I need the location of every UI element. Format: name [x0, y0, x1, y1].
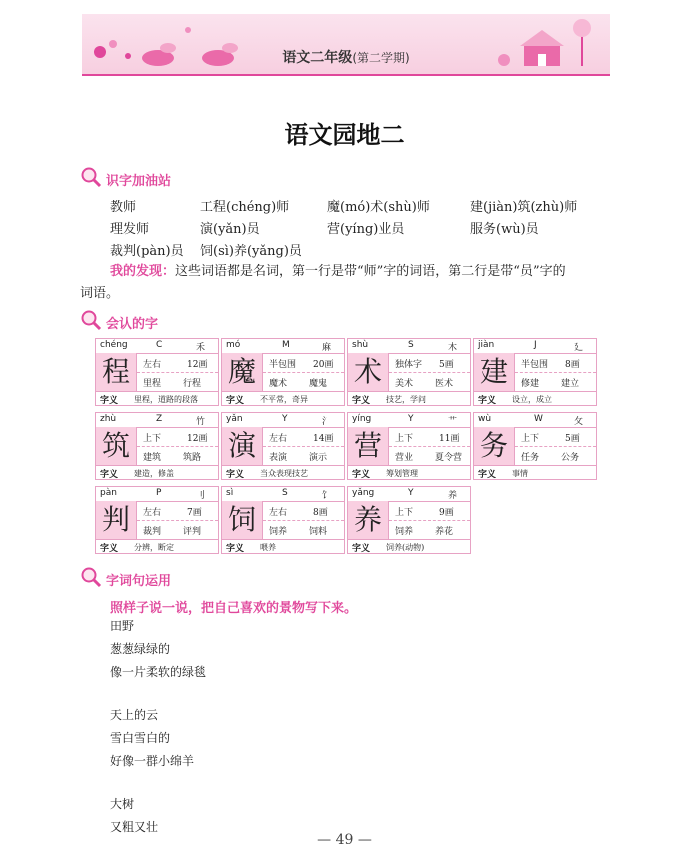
stroke-count: 8画 — [313, 508, 328, 518]
word: 建(jiàn)筑(zhù)师 — [470, 200, 578, 215]
radical: 麻 — [322, 343, 332, 353]
example-word: 美术 — [395, 379, 414, 389]
meaning-label: 字义 — [100, 396, 119, 406]
radical: 禾 — [196, 343, 206, 353]
meaning: 设立，成立 — [512, 395, 552, 404]
example-word: 饲养 — [269, 527, 288, 537]
words-row — [515, 446, 596, 465]
stroke-count: 8画 — [565, 360, 580, 370]
character: 建 — [474, 353, 515, 391]
index-letter: S — [408, 340, 414, 350]
index-letter: Z — [156, 414, 163, 424]
pinyin: chéng — [100, 340, 128, 350]
meaning: 事情 — [512, 469, 528, 478]
word-row-2 — [110, 218, 630, 238]
character: 演 — [222, 427, 263, 465]
example-word: 建立 — [561, 379, 580, 389]
example-word: 营业 — [395, 453, 414, 463]
magnifier-icon — [80, 166, 102, 188]
char-card — [221, 486, 345, 554]
char-card — [221, 412, 345, 480]
word-row-3 — [110, 240, 630, 260]
meaning-row — [96, 539, 218, 554]
meaning: 喂养 — [260, 543, 276, 552]
structure-row — [389, 353, 470, 373]
meaning-label: 字义 — [352, 396, 371, 406]
character: 饲 — [222, 501, 263, 539]
card-header — [474, 413, 596, 428]
poem-line: 像一片柔软的绿毯 — [110, 665, 207, 679]
character: 判 — [96, 501, 137, 539]
word: 教师 — [110, 200, 137, 215]
stroke-count: 11画 — [439, 434, 460, 444]
meaning-label: 字义 — [226, 396, 245, 406]
magnifier-icon — [80, 309, 102, 331]
index-letter: M — [282, 340, 290, 350]
discovery-text — [110, 261, 615, 282]
page-number: — 49 — — [317, 832, 372, 848]
header-title — [82, 47, 610, 67]
index-letter: P — [156, 488, 162, 498]
radical: 竹 — [196, 417, 206, 427]
card-header — [474, 339, 596, 354]
meaning-label: 字义 — [226, 470, 245, 480]
character: 营 — [348, 427, 389, 465]
meaning-row — [96, 391, 218, 406]
example-word: 筑路 — [183, 453, 202, 463]
pinyin: pàn — [100, 488, 117, 498]
meaning-label: 字义 — [352, 470, 371, 480]
structure: 上下 — [143, 434, 162, 444]
character: 术 — [348, 353, 389, 391]
meaning-label: 字义 — [100, 470, 119, 480]
structure-row — [389, 501, 470, 521]
char-card — [95, 486, 219, 554]
index-letter: Y — [282, 414, 288, 424]
card-header — [348, 339, 470, 354]
discovery-body: 这些词语都是名词，第一行是带“师”字的词语，第二行是带“员”字的 — [175, 264, 566, 279]
char-card — [473, 338, 597, 406]
index-letter: Y — [408, 488, 414, 498]
meaning-row — [222, 539, 344, 554]
stroke-count: 9画 — [439, 508, 454, 518]
poem-line: 雪白雪白的 — [110, 731, 171, 745]
card-header — [96, 339, 218, 354]
structure: 半包围 — [521, 360, 549, 370]
discovery-label: 我的发现： — [110, 264, 176, 279]
example-word: 公务 — [561, 453, 580, 463]
structure: 上下 — [395, 434, 414, 444]
structure: 半包围 — [269, 360, 297, 370]
meaning-row — [348, 539, 470, 554]
meaning: 建造，修盖 — [134, 469, 174, 478]
book-subtitle: (第二学期) — [352, 51, 410, 65]
example-word: 裁判 — [143, 527, 162, 537]
char-card — [347, 412, 471, 480]
meaning: 分辨，断定 — [134, 543, 174, 552]
card-header — [222, 487, 344, 502]
pinyin: yǎng — [352, 488, 375, 498]
structure: 上下 — [521, 434, 540, 444]
poem-line: 又粗又壮 — [110, 820, 159, 834]
section-label: 识字加油站 — [106, 174, 172, 189]
example-word: 任务 — [521, 453, 540, 463]
structure-row — [263, 501, 344, 521]
meaning-label: 字义 — [478, 470, 497, 480]
stroke-count: 12画 — [187, 434, 208, 444]
pinyin: sì — [226, 488, 234, 498]
header-banner — [82, 14, 610, 76]
words-row — [263, 446, 344, 465]
char-card — [95, 412, 219, 480]
structure: 左右 — [143, 508, 162, 518]
index-letter: J — [534, 340, 537, 350]
radical: 饣 — [322, 491, 332, 501]
meaning: 筹划管理 — [386, 469, 418, 478]
character: 筑 — [96, 427, 137, 465]
index-letter: W — [534, 414, 543, 424]
radical: 木 — [448, 343, 458, 353]
word: 理发师 — [110, 222, 150, 237]
stroke-count: 5画 — [439, 360, 454, 370]
word: 演(yǎn)员 — [200, 222, 260, 237]
word: 工程(chéng)师 — [200, 200, 290, 215]
word: 魔(mó)术(shù)师 — [327, 200, 430, 215]
words-row — [263, 520, 344, 539]
structure-row — [263, 427, 344, 447]
char-card — [95, 338, 219, 406]
page-title: 语文园地二 — [284, 120, 405, 149]
words-row — [137, 520, 218, 539]
word: 裁判(pàn)员 — [110, 244, 184, 259]
index-letter: S — [282, 488, 288, 498]
structure: 左右 — [143, 360, 162, 370]
words-row — [263, 372, 344, 391]
card-header — [96, 487, 218, 502]
char-card — [473, 412, 597, 480]
pinyin: yíng — [352, 414, 372, 424]
structure-row — [389, 427, 470, 447]
word: 营(yíng)业员 — [327, 222, 405, 237]
example-word: 养花 — [435, 527, 454, 537]
meaning-row — [222, 391, 344, 406]
radical: 刂 — [196, 491, 206, 501]
example-word: 饲料 — [309, 527, 328, 537]
example-word: 表演 — [269, 453, 288, 463]
structure-row — [137, 501, 218, 521]
pinyin: wù — [478, 414, 492, 424]
pinyin: shù — [352, 340, 369, 350]
words-row — [389, 520, 470, 539]
meaning: 不平常，奇异 — [260, 395, 308, 404]
structure-row — [515, 427, 596, 447]
stroke-count: 7画 — [187, 508, 202, 518]
structure: 独体字 — [395, 360, 423, 370]
meaning-row — [96, 465, 218, 480]
radical: 廴 — [574, 343, 584, 353]
card-header — [222, 413, 344, 428]
stroke-count: 14画 — [313, 434, 334, 444]
char-card — [221, 338, 345, 406]
stroke-count: 5画 — [565, 434, 580, 444]
radical: 艹 — [448, 417, 458, 427]
words-row — [137, 446, 218, 465]
words-row — [137, 372, 218, 391]
meaning-label: 字义 — [352, 544, 371, 554]
word: 服务(wù)员 — [470, 222, 539, 237]
meaning-row — [222, 465, 344, 480]
discovery-continuation: 词语。 — [80, 286, 120, 301]
stroke-count: 12画 — [187, 360, 208, 370]
structure: 左右 — [269, 508, 288, 518]
example-word: 医术 — [435, 379, 454, 389]
pinyin: mó — [226, 340, 241, 350]
meaning-label: 字义 — [478, 396, 497, 406]
word-row-1 — [110, 196, 630, 216]
meaning-row — [474, 391, 596, 406]
structure-row — [137, 353, 218, 373]
example-word: 评判 — [183, 527, 202, 537]
structure: 上下 — [395, 508, 414, 518]
character: 务 — [474, 427, 515, 465]
sentence-instruction: 照样子说一说，把自己喜欢的景物写下来。 — [110, 601, 358, 616]
meaning: 饲养(动物) — [386, 543, 425, 552]
meaning-label: 字义 — [100, 544, 119, 554]
example-word: 魔术 — [269, 379, 288, 389]
meaning-row — [474, 465, 596, 480]
index-letter: Y — [408, 414, 414, 424]
word: 饲(sì)养(yǎng)员 — [200, 244, 302, 259]
words-row — [389, 372, 470, 391]
card-header — [96, 413, 218, 428]
book-title: 语文二年级 — [282, 50, 353, 66]
character: 魔 — [222, 353, 263, 391]
section-label: 字词句运用 — [106, 574, 172, 589]
pinyin: jiàn — [478, 340, 495, 350]
char-card — [347, 338, 471, 406]
structure-row — [515, 353, 596, 373]
poem-line: 大树 — [110, 797, 135, 811]
meaning: 技艺，学问 — [386, 395, 426, 404]
example-word: 修建 — [521, 379, 540, 389]
meaning: 当众表现技艺 — [260, 469, 308, 478]
words-row — [389, 446, 470, 465]
radical: 攵 — [574, 417, 584, 427]
poem-line: 葱葱绿绿的 — [110, 642, 171, 656]
radical: 养 — [448, 491, 458, 501]
example-word: 行程 — [183, 379, 202, 389]
example-word: 魔鬼 — [309, 379, 328, 389]
words-row — [515, 372, 596, 391]
index-letter: C — [156, 340, 163, 350]
poem-line: 天上的云 — [110, 708, 159, 722]
meaning-row — [348, 465, 470, 480]
meaning: 里程，道路的段落 — [134, 395, 198, 404]
poem-line: 好像一群小绵羊 — [110, 754, 195, 768]
example-word: 建筑 — [143, 453, 162, 463]
radical: 氵 — [322, 417, 332, 427]
card-header — [222, 339, 344, 354]
section-label: 会认的字 — [106, 317, 159, 332]
character: 养 — [348, 501, 389, 539]
stroke-count: 20画 — [313, 360, 334, 370]
example-word: 演示 — [309, 453, 328, 463]
structure-row — [137, 427, 218, 447]
meaning-label: 字义 — [226, 544, 245, 554]
pinyin: zhù — [100, 414, 117, 424]
character: 程 — [96, 353, 137, 391]
meaning-row — [348, 391, 470, 406]
example-word: 夏令营 — [435, 453, 463, 463]
structure: 左右 — [269, 434, 288, 444]
card-header — [348, 413, 470, 428]
card-header — [348, 487, 470, 502]
example-word: 里程 — [143, 379, 162, 389]
poem-line: 田野 — [110, 619, 135, 633]
magnifier-icon — [80, 566, 102, 588]
structure-row — [263, 353, 344, 373]
pinyin: yǎn — [226, 414, 243, 424]
char-card — [347, 486, 471, 554]
example-word: 饲养 — [395, 527, 414, 537]
